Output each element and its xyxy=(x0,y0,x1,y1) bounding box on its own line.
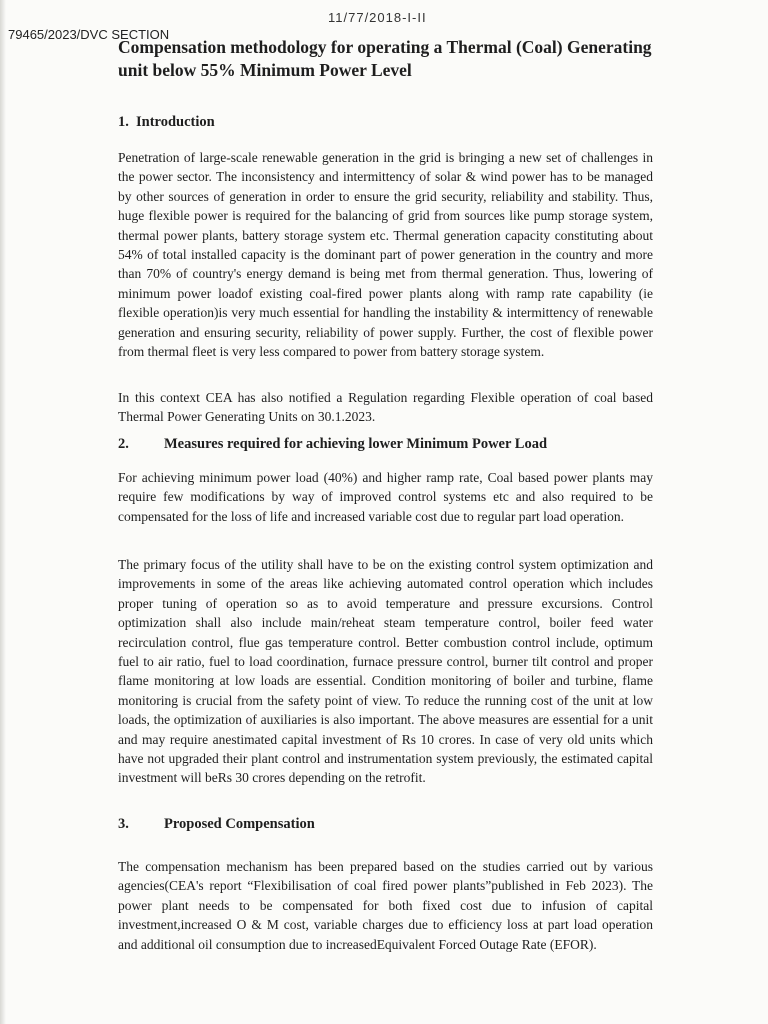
section-heading-measures xyxy=(118,436,547,453)
section-number: 2. xyxy=(118,436,129,452)
document-title: Compensation methodology for operating a Thermal (Coal) Generating unit below 55% Minimum Power Level xyxy=(118,37,652,80)
paragraph-introduction-1: Penetration of large-scale renewable generation in the grid is bringing a new set of challenges in the power sector. The inconsistency and intermittency of solar & wind power has to be managed by other sources of generation in order to ensure the grid security, reliability and stability. Thus, huge flexible power is required for the balancing of grid from sources like pump storage system, thermal power plants, battery storage system etc. Thermal generation capacity constituting about 54% of total installed capacity is the dominant part of power generation in the country and more than 70% of country's energy demand is being met from thermal generation. Thus, lowering of minimum power loadof existing coal-fired power plants along with ramp rate capability (ie flexible operation)is very much essential for handling the instability & intermittency of renewable generation and ensuring security, reliability of power supply. Further, the cost of flexible power from thermal fleet is very less compared to power from battery storage system. xyxy=(118,150,653,360)
section-number: 1. xyxy=(118,114,129,130)
receipt-stamp: 79465/2023/DVC SECTION xyxy=(8,27,170,42)
section-heading-introduction xyxy=(118,114,215,131)
paragraph-measures-2: The primary focus of the utility shall have to be on the existing control system optimization and improvements in some of the areas like achieving automated control operation which includes proper tuning of operation so as to avoid temperature and pressure excursions. Control optimization shall also include main/reheat steam temperature control, boiler feed water recirculation control, flue gas temperature control. Better combustion control include, optimum fuel to air ratio, fuel to load coordination, furnace pressure control, burner tilt control and proper flame monitoring at low loads are essential. Condition monitoring of boiler and turbine, flame monitoring is crucial from the safety point of view. To reduce the running cost of the unit at low loads, the optimization of auxiliaries is also important. The above measures are essential for a unit and may require anestimated capital investment of Rs 10 crores. In case of very old units which have not upgraded their plant control and instrumentation system previously, the estimated capital investment will beRs 30 crores depending on the retrofit. xyxy=(118,557,653,786)
section-heading-text: Introduction xyxy=(136,114,215,130)
paragraph-measures-1: For achieving minimum power load (40%) and higher ramp rate, Coal based power plants may require few modifications by way of improved control systems etc and also required to be compensated for the loss of life and increased variable cost due to regular part load operation. xyxy=(118,470,653,524)
scan-edge-shadow xyxy=(0,0,6,1024)
file-number-mark: 11/77/2018-I-II xyxy=(328,10,427,25)
section-heading-text: Measures required for achieving lower Minimum Power Load xyxy=(164,436,548,452)
section-heading-text: Proposed Compensation xyxy=(164,816,315,832)
section-number: 3. xyxy=(118,816,129,832)
paragraph-compensation-1: The compensation mechanism has been prepared based on the studies carried out by various agencies(CEA's report “Flexibilisation of coal fired power plants”published in Feb 2023). The power plant needs to be compensated for both fixed cost due to infusion of capital investment,increased O & M cost, variable charges due to efficiency loss at part load operation and additional oil consumption due to increasedEquivalent Forced Outage Rate (EFOR). xyxy=(118,859,653,952)
section-heading-compensation xyxy=(118,816,315,833)
paragraph-introduction-2: In this context CEA has also notified a Regulation regarding Flexible operation of coal based Thermal Power Generating Units on 30.1.2023. xyxy=(118,390,653,425)
